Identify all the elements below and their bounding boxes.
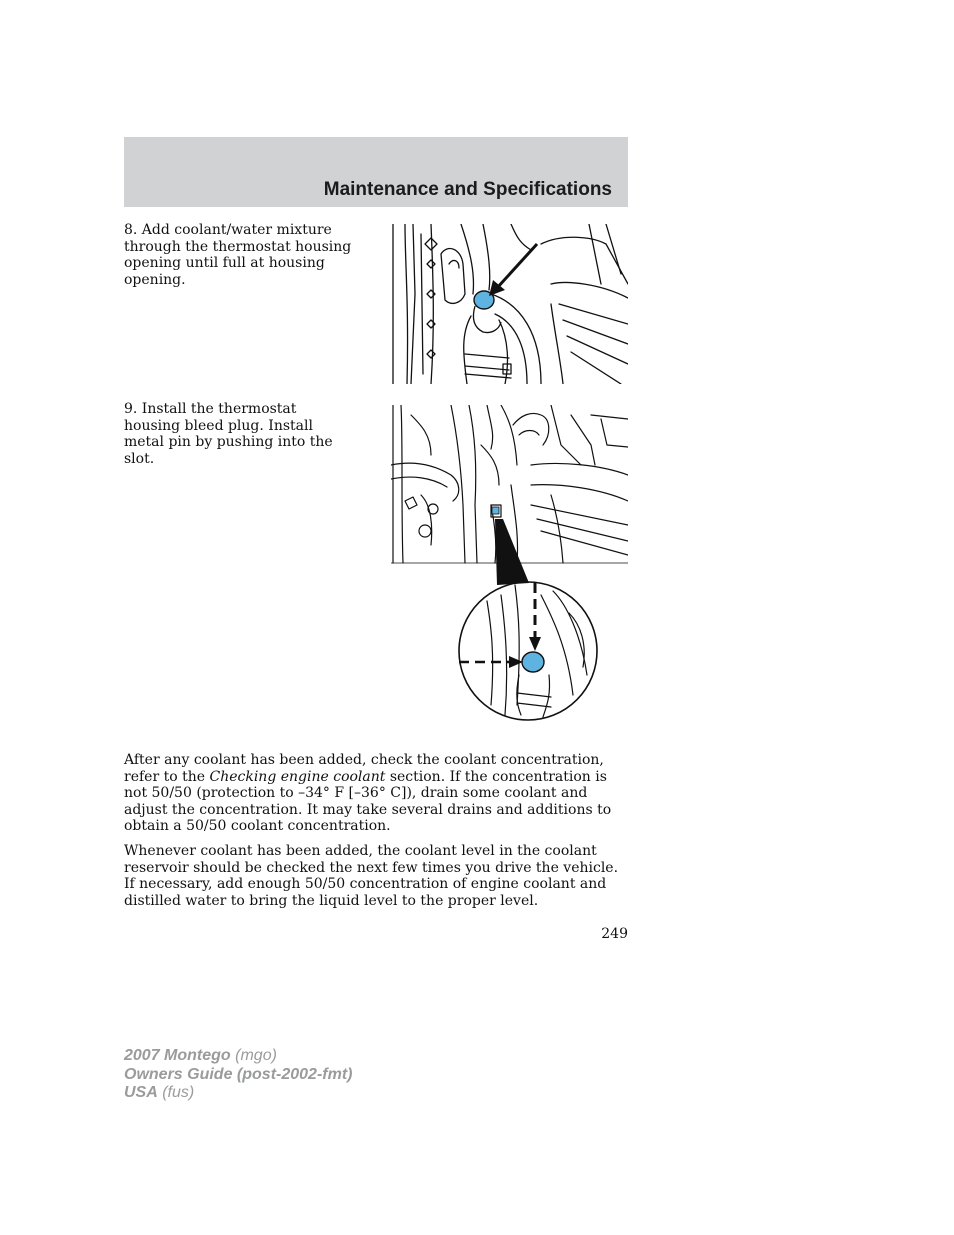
section-header bbox=[124, 137, 628, 207]
step-8-text: 8. Add coolant/water mixture through the thermostat housing opening until full at housing opening. bbox=[124, 222, 352, 288]
para1-after: section. If the concentration is not 50/50 (protection to –34° F [–36° C]), drain some coolant and adjust the concentration. It may take several drains and additions to obtain a 50/50 coolant concentration. bbox=[124, 768, 612, 835]
thermostat-housing-illustration bbox=[391, 224, 628, 384]
footer-line-2: Owners Guide (post-2002-fmt) bbox=[124, 1065, 353, 1083]
callout-pointer bbox=[495, 519, 529, 585]
document-footer bbox=[124, 1047, 352, 1103]
bleed-plug-illustration bbox=[391, 405, 628, 723]
footer-line-1: 2007 Montego (mgo) bbox=[124, 1047, 277, 1064]
coolant-concentration-paragraph bbox=[124, 752, 628, 835]
section-title: Maintenance and Specifications bbox=[323, 179, 612, 200]
coolant-level-paragraph: Whenever coolant has been added, the coolant level in the coolant reservoir should be checked the next few times you drive the vehicle. If necessary, add enough 50/50 concentration of engine coolant and distilled water to bring the liquid level to the proper level. bbox=[124, 843, 619, 909]
checking-engine-coolant-reference: Checking engine coolant bbox=[209, 768, 386, 785]
step-9-text: 9. Install the thermostat housing bleed plug. Install metal pin by pushing into the slot. bbox=[124, 401, 333, 467]
page-number: 249 bbox=[601, 926, 628, 942]
footer-line-3: USA (fus) bbox=[124, 1084, 195, 1101]
arrow-indicator bbox=[497, 244, 537, 288]
bleed-plug-highlight bbox=[522, 652, 544, 672]
para1-before: After any coolant has been added, check the coolant concentration, refer to the bbox=[124, 752, 604, 785]
